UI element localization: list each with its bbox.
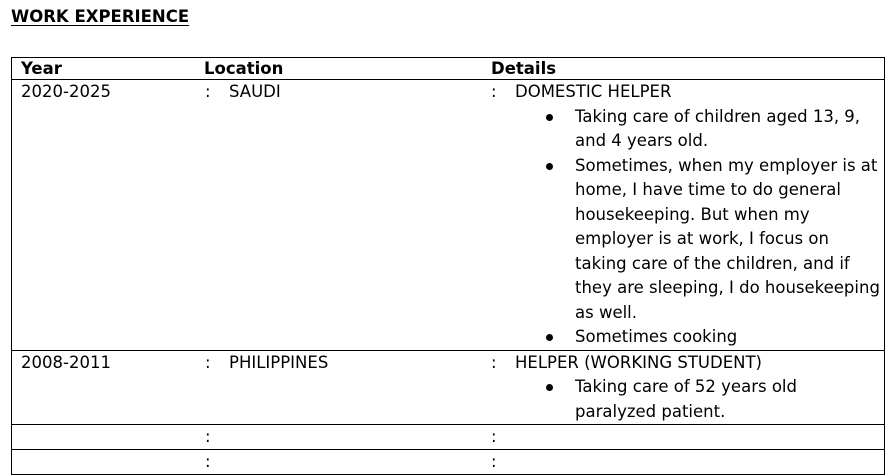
work-experience-table [11,57,885,475]
header-location: Location [204,59,284,78]
details-cell [491,350,885,425]
job-title: HELPER (WORKING STUDENT) [515,352,762,372]
duties-list [491,375,884,424]
duties-list [491,105,884,350]
list-item: Taking care of 52 years old paralyzed patient. [491,375,884,424]
list-item: Sometimes cooking [491,325,884,350]
colon-separator: : [205,352,211,372]
table-row [12,450,885,475]
year-cell: 2020-2025 [21,82,111,101]
year-cell [12,450,205,475]
colon-separator: : [491,427,497,446]
details-cell [491,450,885,475]
colon-separator: : [205,452,211,471]
section-title: WORK EXPERIENCE [11,7,190,26]
list-item: Taking care of children aged 13, 9, and 4 years old. [491,105,884,154]
details-cell [491,425,885,450]
colon-separator: : [205,82,211,101]
table-row [12,425,885,450]
location-value: PHILIPPINES [229,352,329,372]
colon-separator: : [491,352,497,372]
colon-separator: : [491,452,497,471]
header-year: Year [21,59,62,78]
location-cell [204,80,491,351]
year-cell: 2008-2011 [21,352,111,372]
location-cell [204,450,491,475]
job-title: DOMESTIC HELPER [515,82,672,101]
year-cell [12,425,205,450]
list-item: Sometimes, when my employer is at home, I have time to do general housekeeping. But when my employer is at work, I focus on taking care of the children, and if they are sleeping, I do housekeeping as well. [491,154,884,326]
header-details: Details [491,59,557,78]
location-value: SAUDI [229,82,281,101]
colon-separator: : [205,427,211,446]
location-cell [204,350,491,425]
table-header-row [12,58,885,80]
location-cell [204,425,491,450]
table-row [12,80,885,351]
colon-separator: : [491,82,497,101]
details-cell [491,80,885,351]
table-row [12,350,885,425]
